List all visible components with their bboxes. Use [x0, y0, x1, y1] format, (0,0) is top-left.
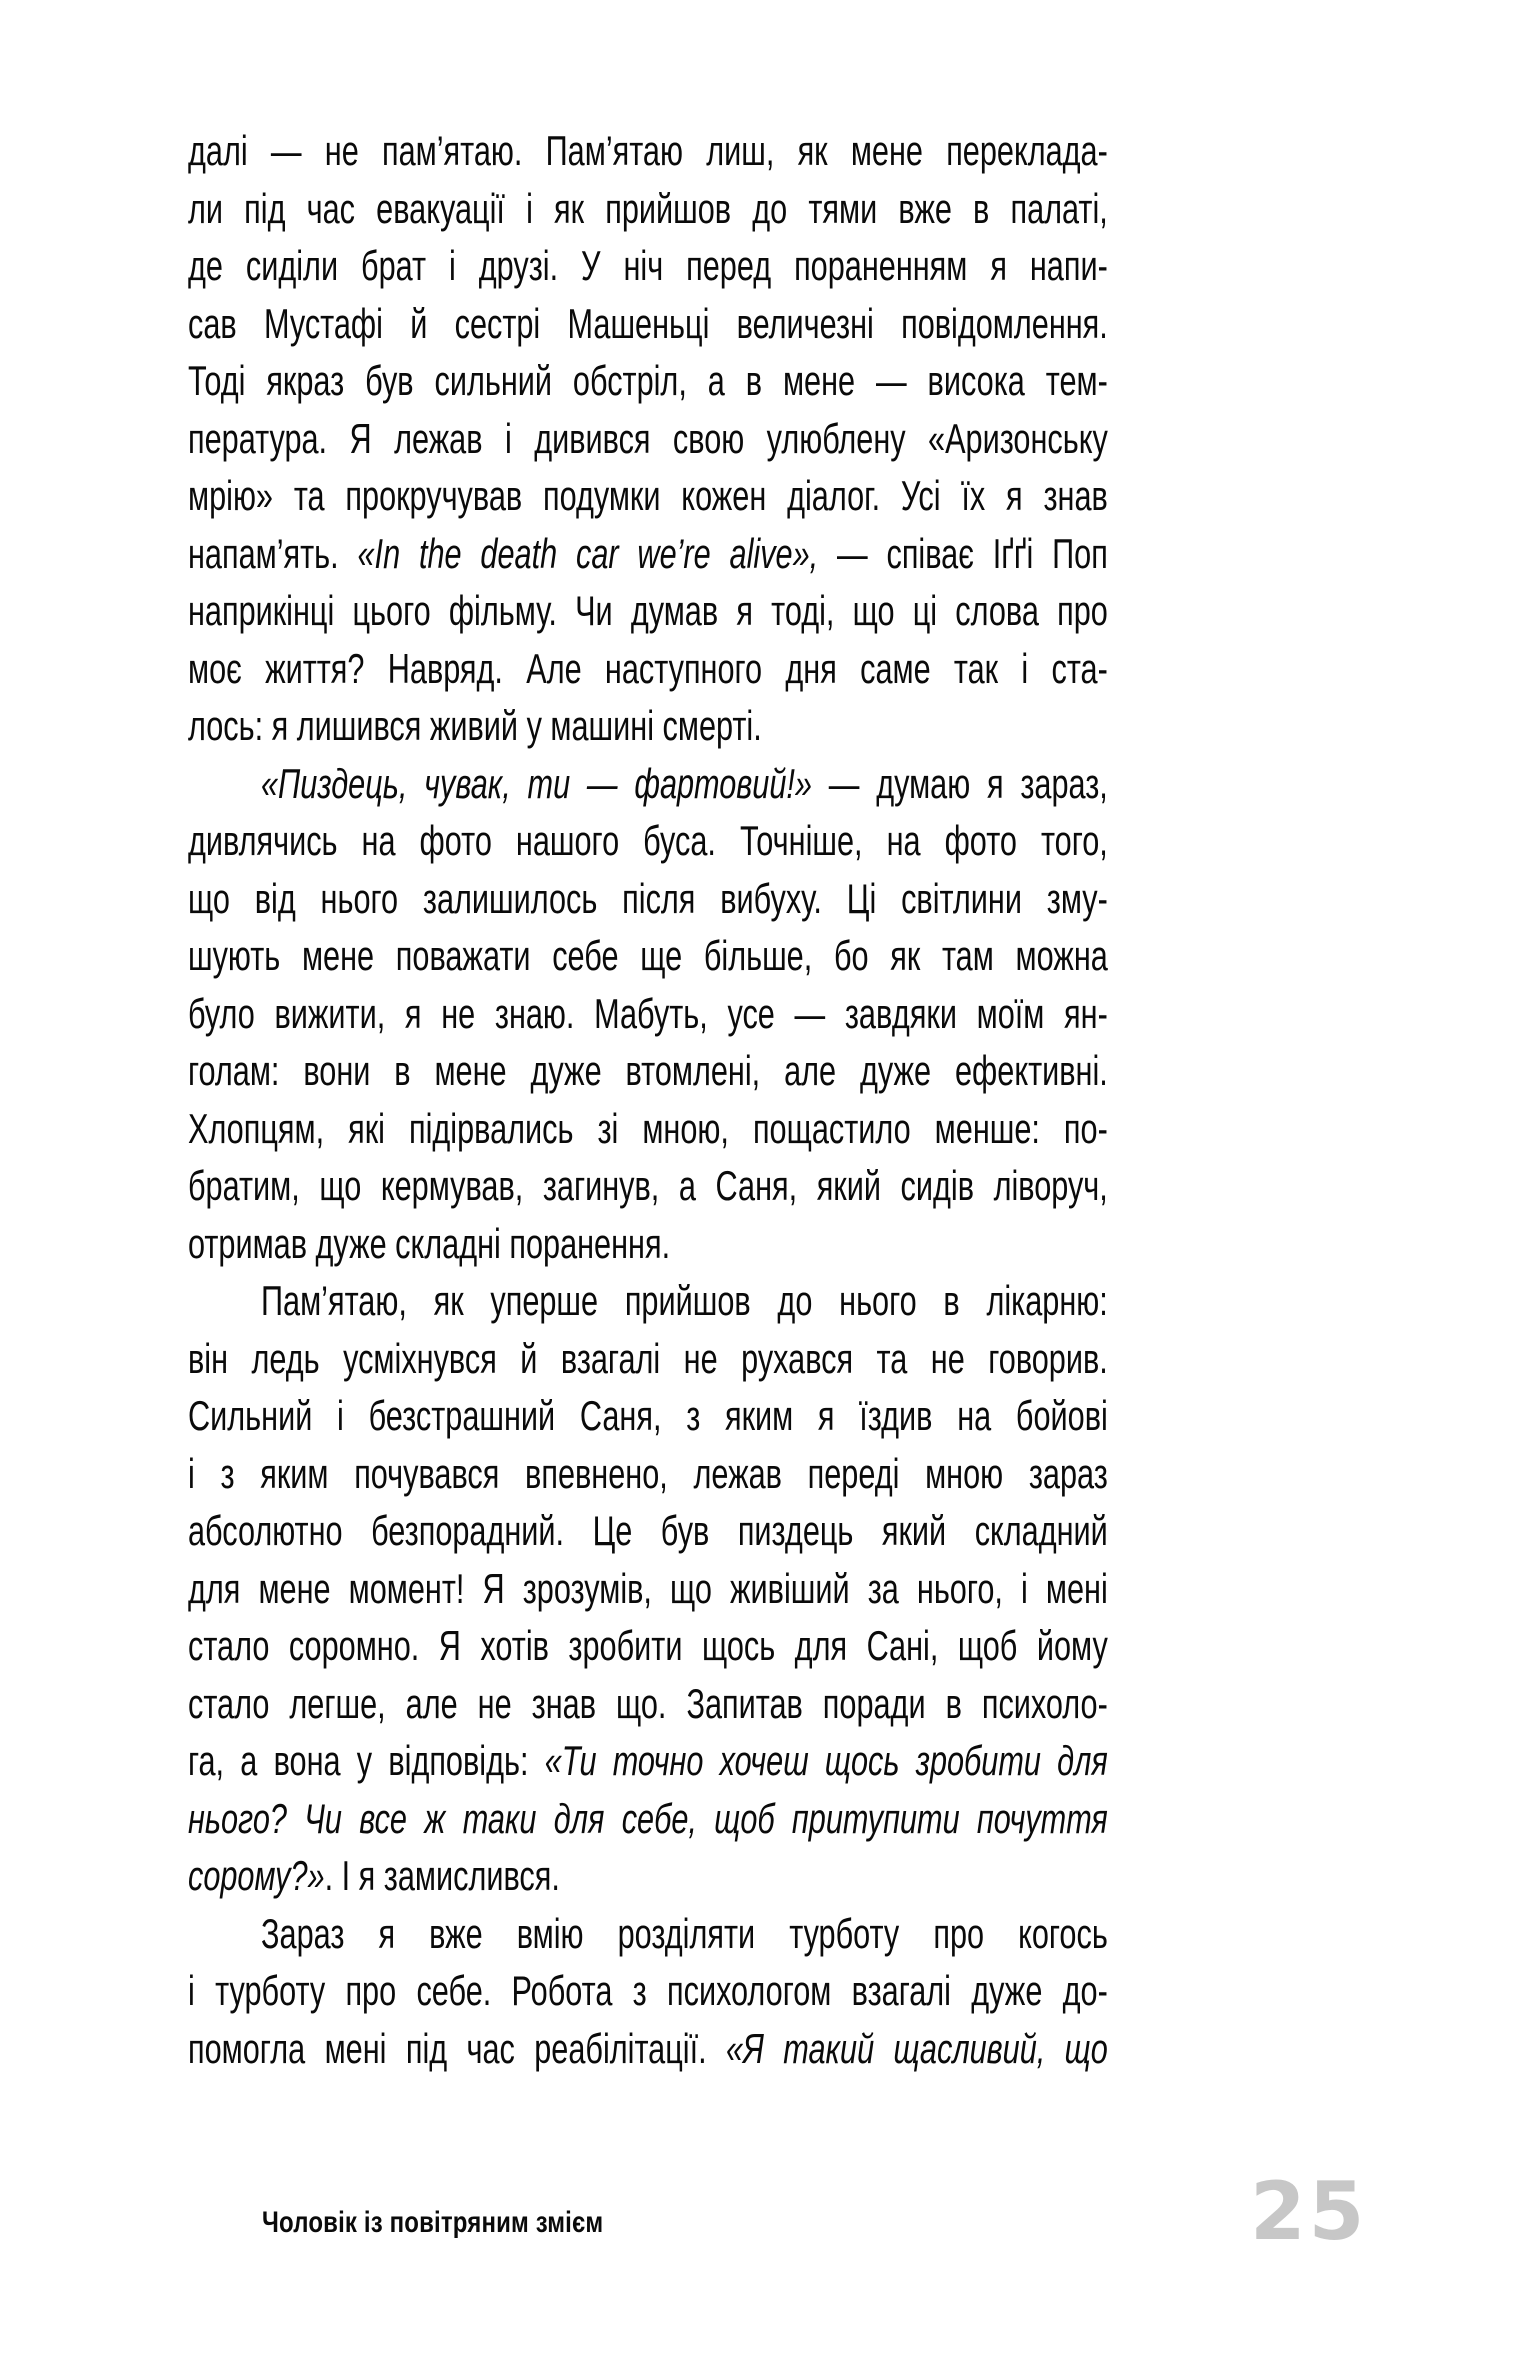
body-text-segment: для мене момент! Я зрозумів, що живіший за нього, і мені [188, 1564, 1108, 1612]
body-line [188, 1847, 1108, 1905]
body-line [188, 755, 1108, 813]
body-line [188, 1215, 1108, 1273]
body-line [188, 1962, 1108, 2020]
body-line [188, 237, 1108, 295]
body-text-segment: мрію» та прокручував подумки кожен діалог. Усі їх я знав [188, 472, 1108, 519]
body-text-segment: моє життя? Навряд. Але наступного дня саме так і ста- [188, 644, 1108, 692]
body-text-segment: лось: я лишився живий у машині смерті. [188, 702, 762, 749]
body-text-segment: Хлопцям, які підірвались зі мною, пощастило менше: по- [188, 1104, 1108, 1152]
body-text-segment: Тоді якраз був сильний обстріл, а в мене — висока тем- [188, 357, 1108, 404]
body-text-segment: далі — не пам’ятаю. Пам’ятаю лиш, як мене переклада- [188, 127, 1108, 174]
body-text-segment: га, а вона у відповідь: [188, 1737, 545, 1784]
body-line [188, 2020, 1108, 2078]
page-number: 25 [1250, 2165, 1368, 2258]
body-text-segment: наприкінці цього фільму. Чи думав я тоді, що ці слова про [188, 587, 1108, 634]
body-text-segment: ли під час евакуації і як прийшов до тями вже в палаті, [188, 184, 1108, 232]
quote-text: нього? Чи все ж таки для себе, щоб притупити почуття [188, 1794, 1108, 1842]
body-text-segment: напам’ять. [188, 529, 358, 577]
body-line [188, 1042, 1108, 1100]
body-line [188, 295, 1108, 353]
body-text-segment: — співає Іґґі Поп [818, 529, 1108, 577]
quote-text: «Ти точно хочеш щось зробити для [544, 1737, 1108, 1784]
body-line [188, 927, 1108, 985]
body-text-segment: було вижити, я не знаю. Мабуть, усе — завдяки моїм ян- [188, 989, 1108, 1037]
body-text-segment: пература. Я лежав і дивився свою улюблену «Аризонську [188, 414, 1108, 462]
body-text-segment: Зараз я вже вмію розділяти турботу про когось [261, 1909, 1108, 1957]
quote-text: «Я такий щасливий, що [725, 2024, 1108, 2072]
body-line [188, 410, 1108, 468]
body-text-segment: помогла мені під час реабілітації. [188, 2024, 726, 2072]
quote-text: «Пиздець, чувак, ти — фартовий!» [261, 759, 812, 807]
body-line [188, 985, 1108, 1043]
body-text-segment: і турботу про себе. Робота з психологом взагалі дуже до- [188, 1967, 1108, 2014]
body-line [188, 870, 1108, 928]
body-text-segment: — думаю я зараз, [811, 759, 1108, 807]
footer-book-title: Чоловік із повітряним змієм [262, 2206, 604, 2239]
body-text-segment: голам: вони в мене дуже втомлені, але дуже ефективні. [188, 1047, 1108, 1094]
body-line [188, 1330, 1108, 1388]
body-line [188, 812, 1108, 870]
quote-text: сорому?» [188, 1852, 325, 1899]
body-text-segment: дивлячись на фото нашого буса. Точніше, на фото того, [188, 817, 1108, 864]
body-text-segment: Пам’ятаю, як уперше прийшов до нього в лікарню: [261, 1277, 1108, 1324]
body-line [188, 1675, 1108, 1733]
body-text-segment: стало соромно. Я хотів зробити щось для Сані, щоб йому [188, 1622, 1108, 1669]
body-line [188, 1100, 1108, 1158]
body-line [188, 1157, 1108, 1215]
body-text-segment: стало легше, але не знав що. Запитав поради в психоло- [188, 1679, 1108, 1727]
body-line [188, 1272, 1108, 1330]
body-text-segment: братим, що кермував, загинув, а Саня, який сидів ліворуч, [188, 1162, 1108, 1209]
body-line [188, 180, 1108, 238]
body-line [188, 352, 1108, 410]
body-line [188, 1387, 1108, 1445]
quote-text: «In the death car we’re alive», [357, 529, 819, 577]
body-line [188, 1790, 1108, 1848]
body-text-segment: і з яким почувався впевнено, лежав переді мною зараз [188, 1449, 1108, 1497]
body-line [188, 1502, 1108, 1560]
body-line [188, 697, 1108, 755]
body-text-segment: він ледь усміхнувся й взагалі не рухався та не говорив. [188, 1334, 1108, 1382]
body-line [188, 582, 1108, 640]
body-text-segment: що від нього залишилось після вибуху. Ці світлини зму- [188, 874, 1108, 922]
body-line [188, 525, 1108, 583]
body-text-segment: отримав дуже складні поранення. [188, 1219, 671, 1267]
body-line [188, 1905, 1108, 1963]
body-line [188, 640, 1108, 698]
body-line [188, 1560, 1108, 1618]
body-line [188, 122, 1108, 180]
body-text-segment: шують мене поважати себе ще більше, бо як там можна [188, 932, 1108, 979]
body-text-segment: . І я замислився. [324, 1852, 560, 1899]
body-text [188, 122, 1108, 2077]
body-text-segment: де сиділи брат і друзі. У ніч перед пораненням я напи- [188, 242, 1108, 289]
body-line [188, 1732, 1108, 1790]
body-text-segment: абсолютно безпорадний. Це був пиздець який складний [188, 1507, 1108, 1554]
body-line [188, 1617, 1108, 1675]
body-line [188, 467, 1108, 525]
body-text-segment: сав Мустафі й сестрі Машеньці величезні повідомлення. [188, 299, 1108, 347]
body-line [188, 1445, 1108, 1503]
body-text-segment: Сильний і безстрашний Саня, з яким я їздив на бойові [188, 1392, 1108, 1439]
